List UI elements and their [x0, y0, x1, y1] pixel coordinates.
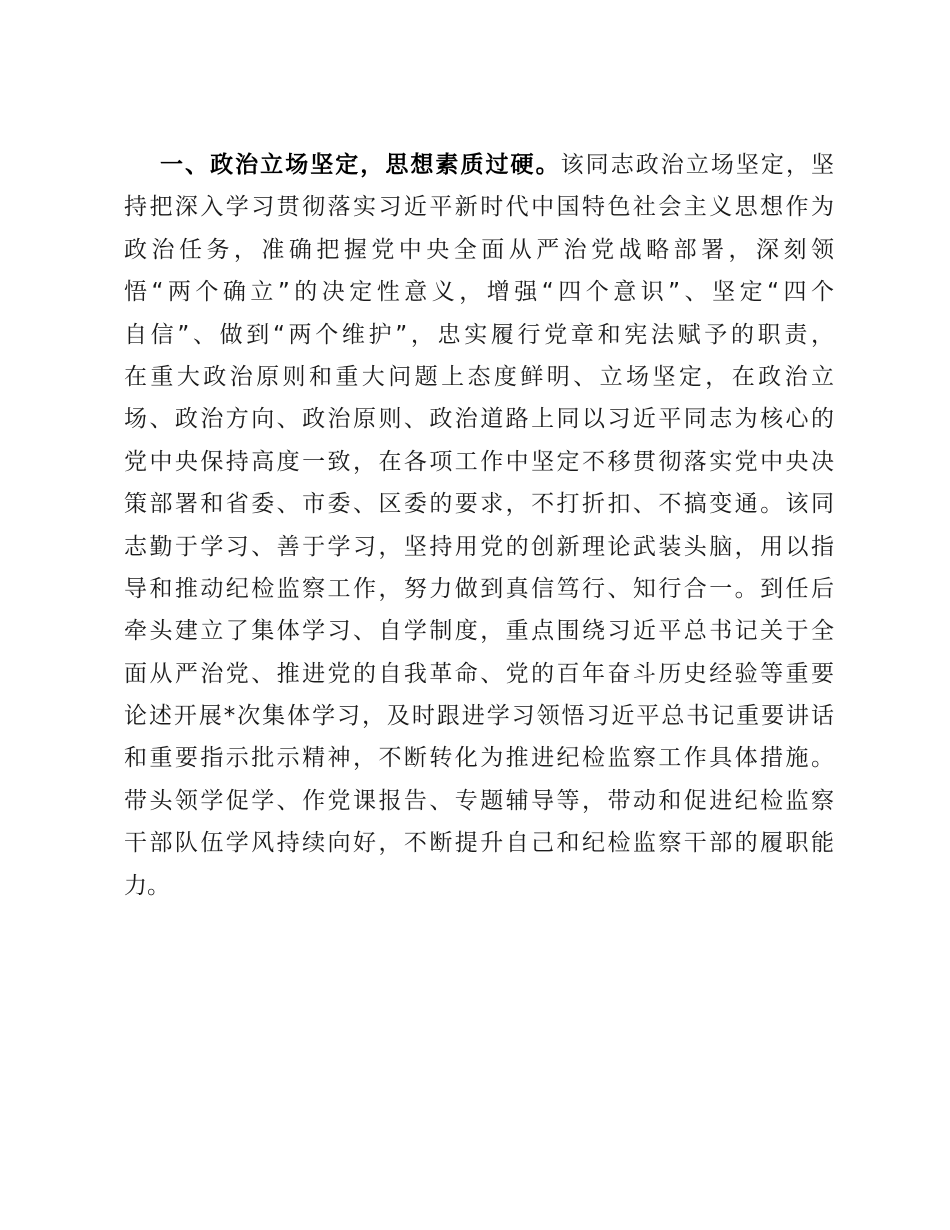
paragraph-line: 悟“两个确立”的决定性意义，增强“四个意识”、坚定“四个: [124, 279, 834, 306]
paragraph-line: 在重大政治原则和重大问题上态度鲜明、立场坚定，在政治立: [124, 363, 834, 390]
paragraph-line: 和重要指示批示精神，不断转化为推进纪检监察工作具体措施。: [124, 745, 834, 772]
paragraph-line: 场、政治方向、政治原则、政治道路上同以习近平同志为核心的: [124, 406, 834, 433]
paragraph-line: 干部队伍学风持续向好，不断提升自己和纪检监察干部的履职能: [124, 830, 834, 857]
paragraph-line: 牵头建立了集体学习、自学制度，重点围绕习近平总书记关于全: [124, 618, 834, 645]
paragraph-line: 政治任务，准确把握党中央全面从严治党战略部署，深刻领: [124, 236, 834, 263]
paragraph-line: 面从严治党、推进党的自我革命、党的百年奋斗历史经验等重要: [124, 660, 834, 687]
paragraph-line: 策部署和省委、市委、区委的要求，不打折扣、不搞变通。该同: [124, 491, 834, 518]
paragraph-line: 自信”、做到“两个维护”，忠实履行党章和宪法赋予的职责，: [124, 321, 834, 348]
paragraph-line: 导和推动纪检监察工作，努力做到真信笃行、知行合一。到任后: [124, 575, 834, 602]
paragraph-political-stance: [124, 144, 834, 907]
paragraph-text: 该同志政治立场坚定，坚: [560, 152, 835, 178]
paragraph-line: 志勤于学习、善于学习，坚持用党的创新理论武装头脑，用以指: [124, 533, 834, 560]
paragraph-line: 论述开展*次集体学习，及时跟进学习领悟习近平总书记重要讲话: [124, 703, 834, 730]
paragraph-line-1: [124, 144, 834, 186]
section-heading: 一、政治立场坚定，思想素质过硬。: [160, 152, 561, 178]
paragraph-line: 持把深入学习贯彻落实习近平新时代中国特色社会主义思想作为: [124, 194, 834, 221]
paragraph-line-last: 力。: [124, 872, 170, 899]
paragraph-line: 带头领学促学、作党课报告、专题辅导等，带动和促进纪检监察: [124, 787, 834, 814]
paragraph-line: 党中央保持高度一致，在各项工作中坚定不移贯彻落实党中央决: [124, 448, 834, 475]
